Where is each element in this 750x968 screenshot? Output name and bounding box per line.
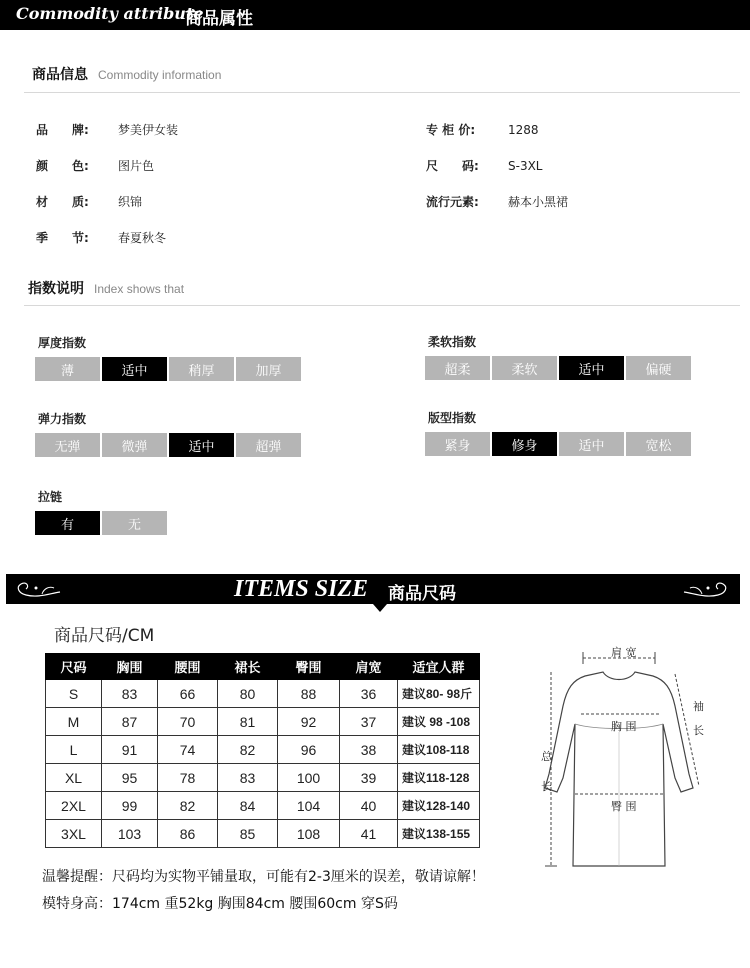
- index-option: 宽松: [626, 432, 691, 456]
- diagram-label-sleeve-2: 长: [693, 724, 704, 737]
- attr-material: 材 质: 织锦: [36, 195, 143, 209]
- index-option: 有: [35, 511, 100, 535]
- size-table-cell: 84: [218, 792, 278, 820]
- index-section-title: [28, 278, 184, 298]
- size-table-cell: 2XL: [46, 792, 102, 820]
- index-option: 薄: [35, 357, 100, 381]
- info-title-cn: 商品信息: [32, 67, 88, 83]
- flourish-left-icon: [14, 578, 62, 600]
- index-softness-scale: [425, 356, 691, 380]
- index-option: 无弹: [35, 433, 100, 457]
- index-option: 无: [102, 511, 167, 535]
- size-table-header-cell: 臀围: [278, 654, 340, 680]
- diagram-label-total-1: 总: [541, 750, 552, 763]
- attr-brand: 品 牌: 梦美伊女装: [36, 123, 179, 137]
- index-thickness-title: 厚度指数: [38, 336, 87, 350]
- size-table-cell: 81: [218, 708, 278, 736]
- size-table-cell: 36: [340, 680, 398, 708]
- index-title-en: Index shows that: [94, 282, 185, 296]
- diagram-label-shoulder: 肩 宽: [611, 646, 637, 659]
- index-option: 超柔: [425, 356, 490, 380]
- size-table-cell: 85: [218, 820, 278, 848]
- index-option: 适中: [559, 356, 624, 380]
- size-table-cell: 103: [102, 820, 158, 848]
- flourish-right-icon: [682, 578, 730, 600]
- size-table-cell: 3XL: [46, 820, 102, 848]
- index-option: 柔软: [492, 356, 557, 380]
- size-banner-en: ITEMS SIZE: [234, 576, 369, 602]
- attr-size: 尺 码: S-3XL: [426, 159, 543, 173]
- index-option: 修身: [492, 432, 557, 456]
- size-table-header-cell: 裙长: [218, 654, 278, 680]
- size-table-cell: 41: [340, 820, 398, 848]
- size-banner-cn: 商品尺码: [388, 584, 456, 604]
- size-table-header-cell: 尺码: [46, 654, 102, 680]
- size-table-cell: 87: [102, 708, 158, 736]
- size-table-header-cell: 胸围: [102, 654, 158, 680]
- size-table-cell: S: [46, 680, 102, 708]
- size-table-cell: 66: [158, 680, 218, 708]
- divider: [24, 305, 740, 306]
- table-row: [46, 764, 480, 792]
- size-table-cell: 建议80- 98斤: [398, 680, 480, 708]
- attr-price: 专 柜 价: 1288: [426, 123, 539, 137]
- table-row: [46, 680, 480, 708]
- attr-season: 季 节: 春夏秋冬: [36, 231, 167, 245]
- index-elasticity-scale: [35, 433, 301, 457]
- size-table-cell: 96: [278, 736, 340, 764]
- index-option: 偏硬: [626, 356, 691, 380]
- index-option: 适中: [169, 433, 234, 457]
- index-option: 适中: [559, 432, 624, 456]
- index-option: 紧身: [425, 432, 490, 456]
- banner-notch: [373, 604, 387, 612]
- index-zipper-title: 拉链: [38, 490, 63, 504]
- index-title-cn: 指数说明: [28, 281, 84, 297]
- index-elasticity-title: 弹力指数: [38, 412, 87, 426]
- size-table-cell: 95: [102, 764, 158, 792]
- index-fit-scale: [425, 432, 691, 456]
- size-unit-title: 商品尺码/CM: [54, 626, 155, 646]
- attr-style: 流行元素: 赫本小黑裙: [426, 195, 569, 209]
- size-table-cell: 100: [278, 764, 340, 792]
- size-table-header-cell: 腰围: [158, 654, 218, 680]
- index-option: 稍厚: [169, 357, 234, 381]
- info-section-title: [32, 64, 221, 84]
- size-banner: [6, 574, 740, 604]
- index-option: 加厚: [236, 357, 301, 381]
- size-table-cell: 建议118-128: [398, 764, 480, 792]
- info-title-en: Commodity information: [98, 68, 222, 82]
- index-fit-title: 版型指数: [428, 411, 477, 425]
- size-table-cell: 建议108-118: [398, 736, 480, 764]
- index-thickness-scale: [35, 357, 301, 381]
- size-table-cell: 88: [278, 680, 340, 708]
- size-table-cell: 86: [158, 820, 218, 848]
- dress-outline-icon: [525, 636, 725, 876]
- divider: [24, 92, 740, 93]
- size-table-cell: L: [46, 736, 102, 764]
- size-table-cell: 83: [102, 680, 158, 708]
- size-table-cell: M: [46, 708, 102, 736]
- size-table-cell: 建议128-140: [398, 792, 480, 820]
- size-table-cell: 78: [158, 764, 218, 792]
- size-note: 温馨提醒：尺码均为实物平铺量取，可能有2-3厘米的误差，敬请谅解！: [42, 869, 485, 885]
- size-table-cell: 82: [218, 736, 278, 764]
- size-table-cell: 70: [158, 708, 218, 736]
- size-table-cell: 108: [278, 820, 340, 848]
- size-table-cell: 80: [218, 680, 278, 708]
- index-option: 微弹: [102, 433, 167, 457]
- size-table-cell: 38: [340, 736, 398, 764]
- diagram-label-sleeve-1: 袖: [693, 700, 704, 713]
- dress-diagram: [525, 636, 725, 876]
- table-row: [46, 820, 480, 848]
- size-table-cell: 建议 98 -108: [398, 708, 480, 736]
- size-table-cell: 建议138-155: [398, 820, 480, 848]
- size-table-header-cell: 适宜人群: [398, 654, 480, 680]
- header-bar: [0, 0, 750, 30]
- model-info: 模特身高：174cm 重52kg 胸围84cm 腰围60cm 穿S码: [42, 896, 398, 912]
- size-table: [45, 653, 480, 848]
- table-row: [46, 792, 480, 820]
- index-option: 超弹: [236, 433, 301, 457]
- size-table-cell: 83: [218, 764, 278, 792]
- size-table-cell: 99: [102, 792, 158, 820]
- index-softness-title: 柔软指数: [428, 335, 477, 349]
- size-table-cell: 91: [102, 736, 158, 764]
- size-table-cell: 39: [340, 764, 398, 792]
- attr-color: 颜 色: 图片色: [36, 159, 155, 173]
- diagram-label-chest: 胸 围: [611, 720, 637, 733]
- size-table-header-cell: 肩宽: [340, 654, 398, 680]
- size-table-cell: 37: [340, 708, 398, 736]
- size-table-cell: XL: [46, 764, 102, 792]
- header-title-en: Commodity attribute: [16, 4, 204, 23]
- table-row: [46, 736, 480, 764]
- index-option: 适中: [102, 357, 167, 381]
- index-zipper-scale: [35, 511, 167, 535]
- table-row: [46, 708, 480, 736]
- size-table-cell: 104: [278, 792, 340, 820]
- size-table-cell: 92: [278, 708, 340, 736]
- size-table-cell: 82: [158, 792, 218, 820]
- header-title-cn: 商品属性: [185, 9, 253, 29]
- size-table-cell: 40: [340, 792, 398, 820]
- size-table-header: [46, 654, 480, 680]
- diagram-label-total-2: 长: [541, 780, 552, 793]
- diagram-label-hip: 臀 围: [611, 800, 637, 813]
- size-table-cell: 74: [158, 736, 218, 764]
